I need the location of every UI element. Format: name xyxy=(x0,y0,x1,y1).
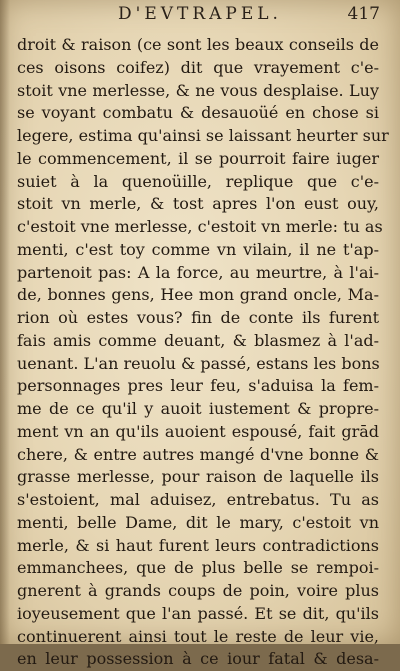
text-line: menti, c'est toy comme vn vilain, il ne t'ap- xyxy=(17,239,379,259)
text-line: fais amis comme deuant, & blasmez à l'ad- xyxy=(17,330,379,350)
text-line: s'estoient, mal aduisez, entrebatus. Tu as xyxy=(17,490,379,509)
text-line: chere, & entre autres mangé d'vne bonne & xyxy=(17,444,379,464)
text-line: continuerent ainsi tout le reste de leur vie, xyxy=(17,626,379,646)
text-line: uenant. L'an reuolu & passé, estans les bons xyxy=(17,353,380,373)
text-line: c'estoit vne merlesse, c'estoit vn merle: tu as xyxy=(17,217,383,236)
text-line: stoit vn merle, & tost apres l'on eust ouy, xyxy=(17,194,379,214)
text-line: gnerent à grands coups de poin, voire plus xyxy=(17,581,379,600)
page-gutter-shadow xyxy=(0,0,10,644)
text-line: personnages pres leur feu, s'aduisa la fem- xyxy=(17,376,379,396)
text-line: partenoit pas: A la force, au meurtre, à l'ai- xyxy=(17,262,379,282)
text-line: grasse merlesse, pour raison de laquelle ils xyxy=(17,467,379,487)
text-line: se voyant combatu & desauoüé en chose si xyxy=(17,103,379,123)
text-line: merle, & si haut furent leurs contradictions xyxy=(17,535,379,555)
text-line: droit & raison (ce sont les beaux conseils de xyxy=(17,35,379,54)
text-line: emmanchees, que de plus belle se rempoi- xyxy=(17,558,379,578)
text-line: ces oisons coifez) dit que vrayement c'e- xyxy=(17,57,379,77)
page-number: 417 xyxy=(347,4,380,24)
body-text xyxy=(17,34,389,671)
running-head xyxy=(0,4,400,28)
running-title: D'EVTRAPEL. xyxy=(118,4,282,24)
text-line: me de ce qu'il y auoit iustement & propre- xyxy=(17,399,379,418)
text-line: ment vn an qu'ils auoient espousé, fait grād xyxy=(17,421,379,441)
text-line: en leur possession à ce iour fatal & desa- xyxy=(17,649,379,669)
text-line: stoit vne merlesse, & ne vous desplaise. Luy xyxy=(17,80,379,100)
text-line: de, bonnes gens, Hee mon grand oncle, Ma- xyxy=(17,285,379,305)
text-line: le commencement, il se pourroit faire iuger xyxy=(17,148,379,168)
text-line: menti, belle Dame, dit le mary, c'estoit vn xyxy=(17,512,379,532)
text-line: suiet à la quenoüille, replique que c'e- xyxy=(17,171,379,191)
text-line: ioyeusement que l'an passé. Et se dit, qu'ils xyxy=(17,603,379,623)
text-line: legere, estima qu'ainsi se laissant heurter sur xyxy=(17,126,389,145)
text-line: rion où estes vous? fin de conte ils furent xyxy=(17,308,379,327)
